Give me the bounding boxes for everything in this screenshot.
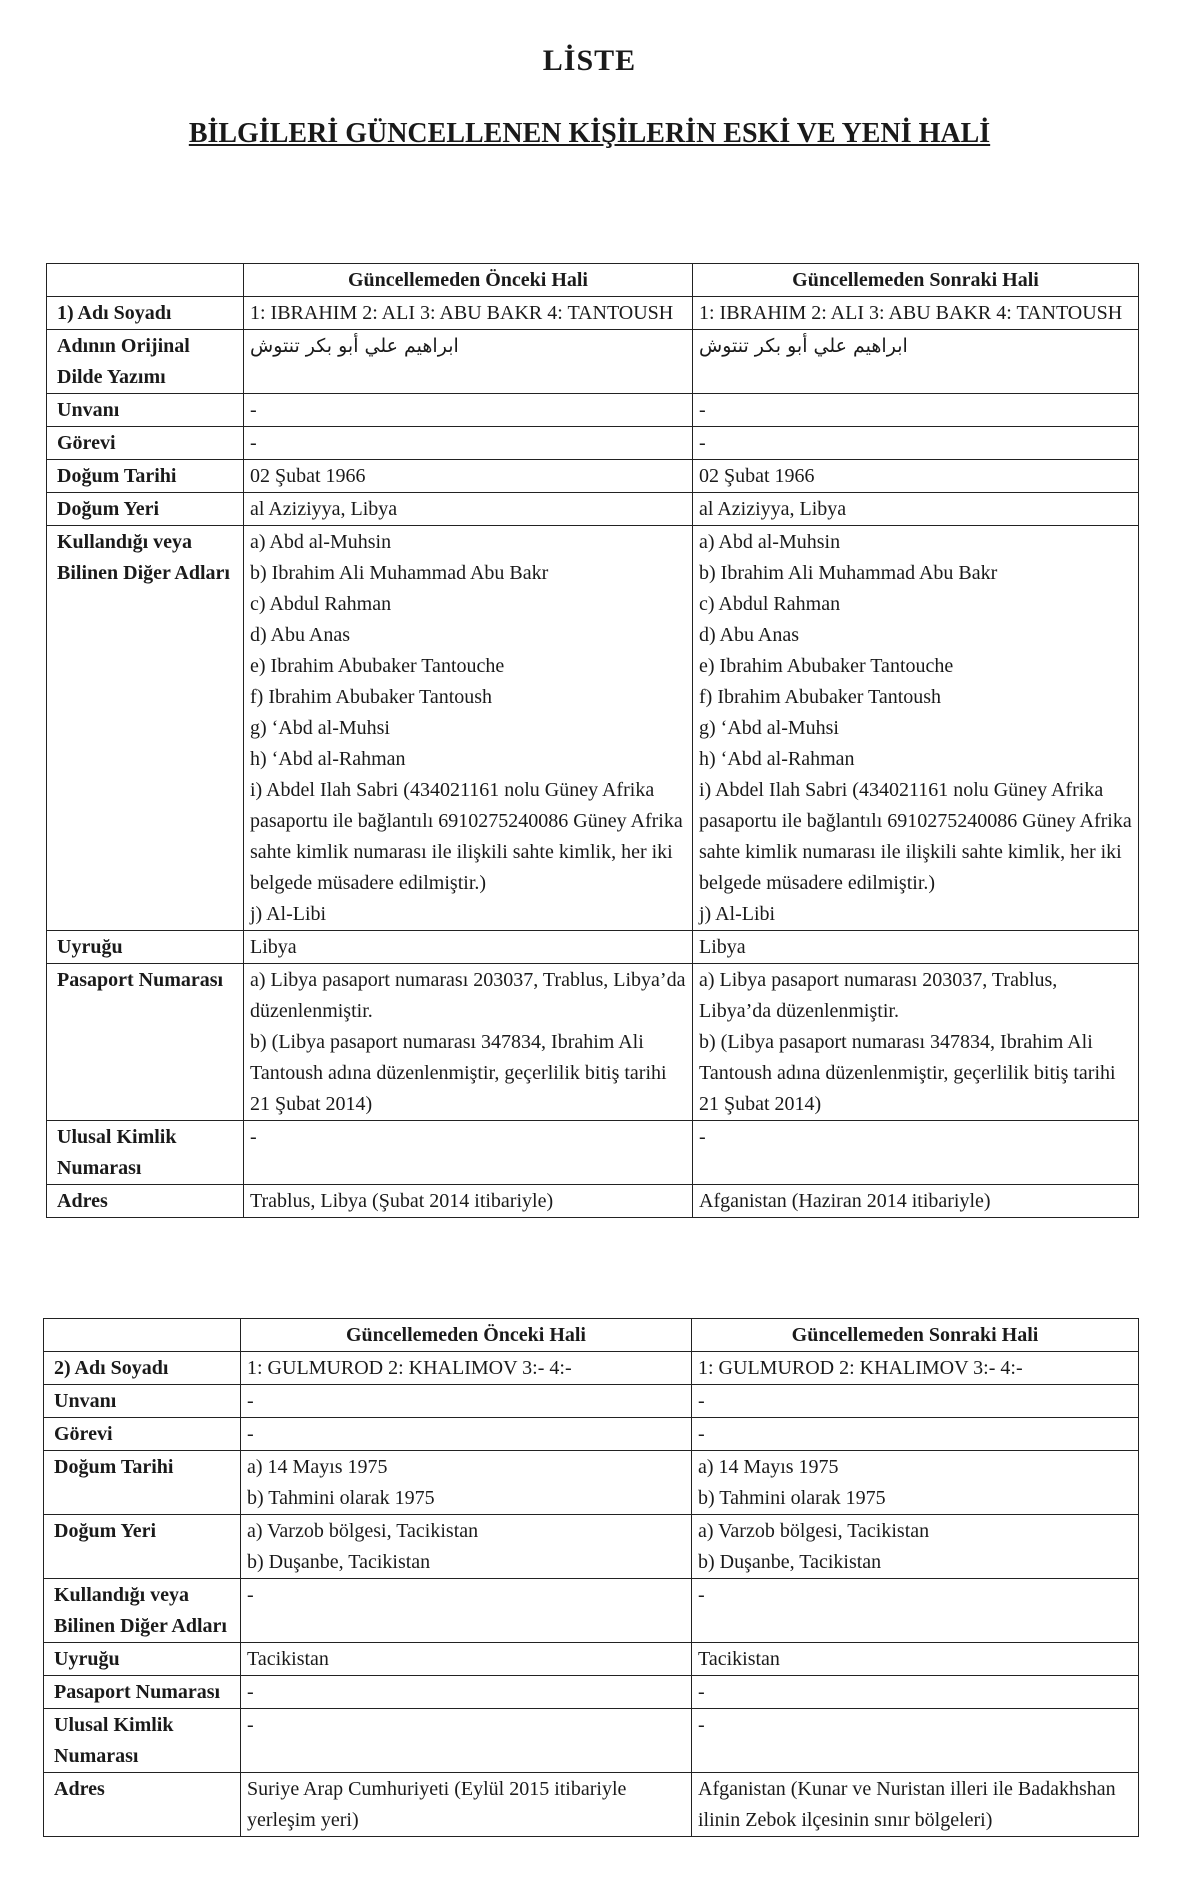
cell-line: Tacikistan [247, 1648, 329, 1670]
cell-line: i) Abdel Ilah Sabri (434021161 nolu Güney Afrika pasaportu ile bağlantılı 6910275240086 Güney Afrika sahte kimlik numarası ile ilişkili sahte kimlik, her iki belgede müsadere edilmiştir.) [699, 779, 1132, 894]
cell-after [692, 1579, 1139, 1643]
row-label: Doğum Tarihi [44, 1451, 241, 1515]
cell-line: f) Ibrahim Abubaker Tantoush [699, 686, 942, 708]
cell-after [692, 1643, 1139, 1676]
cell-line: 02 Şubat 1966 [699, 465, 815, 487]
cell-line: h) ‘Abd al-Rahman [699, 748, 855, 770]
cell-before [244, 964, 693, 1121]
cell-line: b) (Libya pasaport numarası 347834, Ibrahim Ali Tantoush adına düzenlenmiştir, geçerlilik bitiş tarihi 21 Şubat 2014) [250, 1031, 667, 1115]
cell-line: - [247, 1584, 254, 1606]
table-row [44, 1385, 1139, 1418]
cell-line: - [698, 1681, 705, 1703]
page-title: LİSTE [542, 44, 637, 77]
row-label: Kullandığı veya Bilinen Diğer Adları [44, 1579, 241, 1643]
cell-before [241, 1709, 692, 1773]
cell-line: a) Varzob bölgesi, Tacikistan [698, 1520, 930, 1542]
cell-line: - [698, 1423, 705, 1445]
table-row [44, 1352, 1139, 1385]
cell-after [693, 297, 1139, 330]
cell-line: - [699, 1126, 706, 1148]
cell-before [241, 1676, 692, 1709]
cell-line: - [247, 1390, 254, 1412]
subtitle-text: BİLGİLERİ GÜNCELLENEN KİŞİLERİN ESKİ VE YENİ HALİ [188, 118, 991, 149]
table-row [47, 297, 1139, 330]
cell-line: i) Abdel Ilah Sabri (434021161 nolu Güney Afrika pasaportu ile bağlantılı 6910275240086 Güney Afrika sahte kimlik numarası ile ilişkili sahte kimlik, her iki belgede müsadere edilmiştir.) [250, 779, 683, 894]
table-row [44, 1643, 1139, 1676]
cell-line: b) Ibrahim Ali Muhammad Abu Bakr [699, 562, 998, 584]
cell-line: - [250, 1126, 257, 1148]
row-label: 1) Adı Soyadı [47, 297, 244, 330]
row-label: Görevi [44, 1418, 241, 1451]
table-row [47, 394, 1139, 427]
cell-line: - [699, 432, 706, 454]
table-row [47, 330, 1139, 394]
row-label: Doğum Tarihi [47, 460, 244, 493]
cell-line: b) Tahmini olarak 1975 [698, 1487, 886, 1509]
cell-line: j) Al-Libi [699, 903, 776, 925]
cell-line: ابراهيم علي أبو بكر تنتوش [250, 335, 459, 357]
cell-before [241, 1418, 692, 1451]
cell-after [692, 1385, 1139, 1418]
cell-after [693, 460, 1139, 493]
cell-line: h) ‘Abd al-Rahman [250, 748, 406, 770]
cell-line: - [698, 1390, 705, 1412]
cell-line: b) (Libya pasaport numarası 347834, Ibrahim Ali Tantoush adına düzenlenmiştir, geçerlilik bitiş tarihi 21 Şubat 2014) [699, 1031, 1116, 1115]
cell-line: 1: GULMUROD 2: KHALIMOV 3:- 4:- [247, 1357, 572, 1379]
cell-line: 1: IBRAHIM 2: ALI 3: ABU BAKR 4: TANTOUSH [250, 302, 674, 324]
cell-before [241, 1579, 692, 1643]
cell-line: - [699, 399, 706, 421]
table-row [44, 1418, 1139, 1451]
person-2-table [43, 1318, 1139, 1837]
cell-before [244, 427, 693, 460]
cell-line: - [250, 399, 257, 421]
cell-line: f) Ibrahim Abubaker Tantoush [250, 686, 493, 708]
header-after: Güncellemeden Sonraki Hali [692, 1319, 1139, 1352]
cell-line: - [247, 1681, 254, 1703]
row-label: Adının Orijinal Dilde Yazımı [47, 330, 244, 394]
cell-line: a) Abd al-Muhsin [699, 531, 841, 553]
cell-line: a) Varzob bölgesi, Tacikistan [247, 1520, 479, 1542]
cell-before [244, 526, 693, 931]
cell-line: a) Libya pasaport numarası 203037, Trablus, Libya’da düzenlenmiştir. [250, 969, 686, 1022]
person-1-table [46, 263, 1139, 1218]
cell-line: a) Abd al-Muhsin [250, 531, 392, 553]
cell-line: b) Tahmini olarak 1975 [247, 1487, 435, 1509]
person-2-rows [44, 1352, 1139, 1837]
header-empty [47, 264, 244, 297]
cell-before [241, 1385, 692, 1418]
cell-line: - [698, 1714, 705, 1736]
cell-after [693, 964, 1139, 1121]
cell-line: b) Ibrahim Ali Muhammad Abu Bakr [250, 562, 549, 584]
cell-before [241, 1451, 692, 1515]
row-label: Pasaport Numarası [47, 964, 244, 1121]
cell-line: a) 14 Mayıs 1975 [247, 1456, 388, 1478]
header-empty [44, 1319, 241, 1352]
cell-before [241, 1643, 692, 1676]
table-row [44, 1773, 1139, 1837]
cell-line: g) ‘Abd al-Muhsi [250, 717, 390, 739]
cell-after [693, 427, 1139, 460]
cell-line: Afganistan (Haziran 2014 itibariyle) [699, 1190, 991, 1212]
cell-line: 1: GULMUROD 2: KHALIMOV 3:- 4:- [698, 1357, 1023, 1379]
page-subtitle [0, 118, 1179, 150]
person-1-rows [47, 297, 1139, 1218]
cell-line: Afganistan (Kunar ve Nuristan illeri ile Badakhshan ilinin Zebok ilçesinin sınır bölgeleri) [698, 1778, 1116, 1831]
row-label: Doğum Yeri [44, 1515, 241, 1579]
cell-after [692, 1451, 1139, 1515]
cell-line: b) Duşanbe, Tacikistan [247, 1551, 431, 1573]
header-before: Güncellemeden Önceki Hali [241, 1319, 692, 1352]
row-label: Ulusal Kimlik Numarası [47, 1121, 244, 1185]
row-label: Doğum Yeri [47, 493, 244, 526]
table-row [47, 931, 1139, 964]
cell-line: a) Libya pasaport numarası 203037, Trablus, Libya’da düzenlenmiştir. [699, 969, 1058, 1022]
table-row [44, 1676, 1139, 1709]
cell-line: Libya [699, 936, 746, 958]
cell-line: e) Ibrahim Abubaker Tantouche [699, 655, 954, 677]
cell-before [241, 1515, 692, 1579]
table-row [44, 1515, 1139, 1579]
cell-line: - [247, 1714, 254, 1736]
cell-before [244, 394, 693, 427]
cell-line: al Aziziyya, Libya [699, 498, 847, 520]
row-label: Uyruğu [47, 931, 244, 964]
cell-after [693, 394, 1139, 427]
table-row [44, 1451, 1139, 1515]
cell-after [692, 1515, 1139, 1579]
table-row [47, 427, 1139, 460]
table-row [47, 493, 1139, 526]
cell-before [244, 931, 693, 964]
cell-line: g) ‘Abd al-Muhsi [699, 717, 839, 739]
table-row [47, 526, 1139, 931]
row-label: Unvanı [47, 394, 244, 427]
row-label: 2) Adı Soyadı [44, 1352, 241, 1385]
cell-after [693, 1121, 1139, 1185]
cell-line: d) Abu Anas [699, 624, 799, 646]
cell-line: al Aziziyya, Libya [250, 498, 398, 520]
header-after: Güncellemeden Sonraki Hali [693, 264, 1139, 297]
cell-line: e) Ibrahim Abubaker Tantouche [250, 655, 505, 677]
cell-line: j) Al-Libi [250, 903, 327, 925]
cell-before [244, 1185, 693, 1218]
row-label: Pasaport Numarası [44, 1676, 241, 1709]
table-row [47, 1121, 1139, 1185]
cell-line: - [247, 1423, 254, 1445]
row-label: Unvanı [44, 1385, 241, 1418]
row-label: Kullandığı veya Bilinen Diğer Adları [47, 526, 244, 931]
cell-line: Tacikistan [698, 1648, 780, 1670]
cell-after [693, 931, 1139, 964]
table-row [47, 460, 1139, 493]
cell-after [693, 330, 1139, 394]
cell-before [241, 1773, 692, 1837]
cell-line: a) 14 Mayıs 1975 [698, 1456, 839, 1478]
header-before: Güncellemeden Önceki Hali [244, 264, 693, 297]
cell-line: ابراهيم علي أبو بكر تنتوش [699, 335, 908, 357]
cell-after [693, 1185, 1139, 1218]
cell-line: Suriye Arap Cumhuriyeti (Eylül 2015 itibariyle yerleşim yeri) [247, 1778, 627, 1831]
cell-line: 1: IBRAHIM 2: ALI 3: ABU BAKR 4: TANTOUSH [699, 302, 1123, 324]
cell-line: Libya [250, 936, 297, 958]
cell-line: 02 Şubat 1966 [250, 465, 366, 487]
table-row [44, 1709, 1139, 1773]
cell-after [692, 1773, 1139, 1837]
cell-before [244, 493, 693, 526]
row-label: Adres [47, 1185, 244, 1218]
table-header-row [47, 264, 1139, 297]
cell-line: - [250, 432, 257, 454]
cell-after [692, 1352, 1139, 1385]
row-label: Görevi [47, 427, 244, 460]
cell-after [693, 493, 1139, 526]
cell-before [241, 1352, 692, 1385]
cell-before [244, 1121, 693, 1185]
table-header-row [44, 1319, 1139, 1352]
cell-after [692, 1418, 1139, 1451]
cell-after [692, 1676, 1139, 1709]
cell-line: - [698, 1584, 705, 1606]
cell-after [693, 526, 1139, 931]
cell-before [244, 460, 693, 493]
row-label: Uyruğu [44, 1643, 241, 1676]
table-row [47, 964, 1139, 1121]
cell-line: d) Abu Anas [250, 624, 350, 646]
table-row [47, 1185, 1139, 1218]
cell-line: b) Duşanbe, Tacikistan [698, 1551, 882, 1573]
cell-before [244, 330, 693, 394]
cell-line: Trablus, Libya (Şubat 2014 itibariyle) [250, 1190, 554, 1212]
row-label: Adres [44, 1773, 241, 1837]
row-label: Ulusal Kimlik Numarası [44, 1709, 241, 1773]
cell-line: c) Abdul Rahman [250, 593, 392, 615]
cell-line: c) Abdul Rahman [699, 593, 841, 615]
cell-after [692, 1709, 1139, 1773]
table-row [44, 1579, 1139, 1643]
cell-before [244, 297, 693, 330]
